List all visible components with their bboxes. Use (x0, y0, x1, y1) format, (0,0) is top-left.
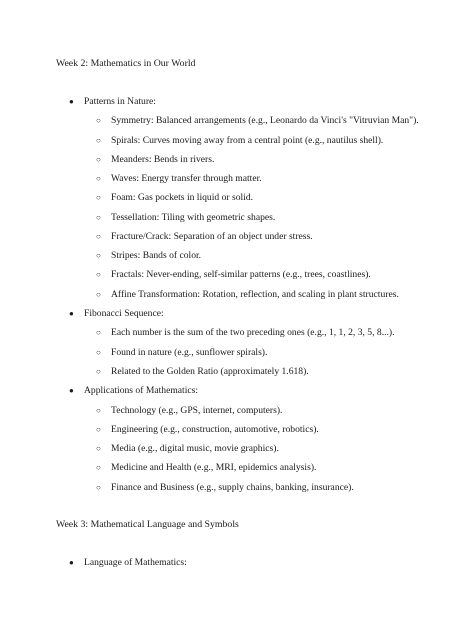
list-item: Fracture/Crack: Separation of an object under stress. (111, 231, 313, 242)
filled-circle-bullet-icon: ● (69, 97, 74, 106)
list-item: Spirals: Curves moving away from a central point (e.g., nautilus shell). (111, 135, 384, 146)
hollow-circle-bullet-icon: ○ (96, 483, 101, 492)
hollow-circle-bullet-icon: ○ (96, 367, 101, 376)
section-title: Applications of Mathematics: (84, 385, 199, 396)
hollow-circle-bullet-icon: ○ (96, 348, 101, 357)
hollow-circle-bullet-icon: ○ (96, 290, 101, 299)
section-title: Fibonacci Sequence: (84, 308, 164, 319)
hollow-circle-bullet-icon: ○ (96, 232, 101, 241)
hollow-circle-bullet-icon: ○ (96, 174, 101, 183)
filled-circle-bullet-icon: ● (69, 386, 74, 395)
hollow-circle-bullet-icon: ○ (96, 328, 101, 337)
list-item: Affine Transformation: Rotation, reflection, and scaling in plant structures. (111, 289, 399, 300)
list-item: Symmetry: Balanced arrangements (e.g., Leonardo da Vinci's "Vitruvian Man"). (111, 115, 419, 126)
hollow-circle-bullet-icon: ○ (96, 463, 101, 472)
list-item: Meanders: Bends in rivers. (111, 154, 215, 165)
list-item: Technology (e.g., GPS, internet, computers). (111, 405, 283, 416)
hollow-circle-bullet-icon: ○ (96, 406, 101, 415)
list-item: Media (e.g., digital music, movie graphics). (111, 443, 279, 454)
hollow-circle-bullet-icon: ○ (96, 270, 101, 279)
hollow-circle-bullet-icon: ○ (96, 444, 101, 453)
week-2-heading: Week 2: Mathematics in Our World (56, 58, 196, 69)
list-item: Related to the Golden Ratio (approximately 1.618). (111, 366, 309, 377)
filled-circle-bullet-icon: ● (69, 309, 74, 318)
hollow-circle-bullet-icon: ○ (96, 213, 101, 222)
list-item: Found in nature (e.g., sunflower spirals). (111, 347, 268, 358)
list-item: Engineering (e.g., construction, automotive, robotics). (111, 424, 319, 435)
hollow-circle-bullet-icon: ○ (96, 425, 101, 434)
list-item: Medicine and Health (e.g., MRI, epidemics analysis). (111, 462, 317, 473)
section-title: Patterns in Nature: (84, 96, 156, 107)
filled-circle-bullet-icon: ● (69, 558, 74, 567)
list-item: Each number is the sum of the two preceding ones (e.g., 1, 1, 2, 3, 5, 8...). (111, 327, 395, 338)
hollow-circle-bullet-icon: ○ (96, 116, 101, 125)
list-item: Tessellation: Tiling with geometric shapes. (111, 212, 276, 223)
list-item: Foam: Gas pockets in liquid or solid. (111, 192, 254, 203)
list-item: Fractals: Never-ending, self-similar patterns (e.g., trees, coastlines). (111, 269, 371, 280)
hollow-circle-bullet-icon: ○ (96, 155, 101, 164)
week-3-heading: Week 3: Mathematical Language and Symbols (56, 519, 239, 530)
list-item: Finance and Business (e.g., supply chains, banking, insurance). (111, 482, 354, 493)
list-item: Stripes: Bands of color. (111, 250, 202, 261)
hollow-circle-bullet-icon: ○ (96, 193, 101, 202)
hollow-circle-bullet-icon: ○ (96, 136, 101, 145)
section-title: Language of Mathematics: (84, 557, 187, 568)
list-item: Waves: Energy transfer through matter. (111, 173, 262, 184)
hollow-circle-bullet-icon: ○ (96, 251, 101, 260)
